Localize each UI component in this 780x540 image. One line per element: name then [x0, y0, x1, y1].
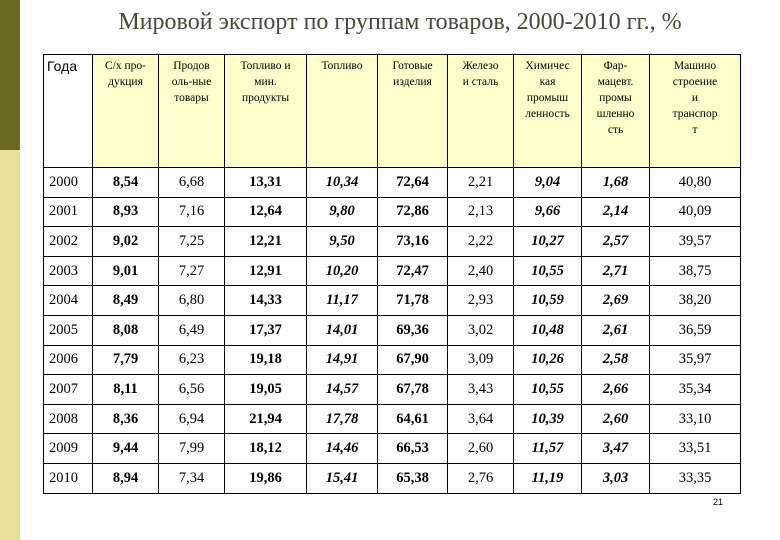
- table-cell: 67,78: [378, 375, 448, 405]
- header-cell-year: Года: [44, 55, 93, 168]
- table-cell: 72,64: [378, 168, 448, 198]
- table-row: [44, 434, 741, 464]
- page-number: 21: [713, 497, 724, 507]
- table-cell: 17,78: [307, 404, 378, 434]
- table-cell: 10,55: [514, 256, 582, 286]
- table-cell: 2,93: [448, 286, 514, 316]
- year-cell: 2003: [44, 256, 93, 286]
- table-cell: 3,64: [448, 404, 514, 434]
- table-cell: 66,53: [378, 434, 448, 464]
- table-cell: 9,80: [307, 197, 378, 227]
- table-cell: 19,86: [225, 463, 307, 493]
- table-header-row: [44, 55, 741, 168]
- table-cell: 6,94: [159, 404, 225, 434]
- table-row: [44, 315, 741, 345]
- table-cell: 6,80: [159, 286, 225, 316]
- accent-bar-top: [0, 0, 20, 150]
- table-cell: 2,21: [448, 168, 514, 198]
- table-cell: 40,09: [650, 197, 741, 227]
- table-cell: 10,27: [514, 227, 582, 257]
- table-cell: 7,16: [159, 197, 225, 227]
- table-cell: 6,56: [159, 375, 225, 405]
- table-cell: 11,17: [307, 286, 378, 316]
- table-cell: 35,34: [650, 375, 741, 405]
- table-cell: 14,33: [225, 286, 307, 316]
- table-cell: 8,93: [93, 197, 159, 227]
- table-cell: 2,22: [448, 227, 514, 257]
- year-cell: 2000: [44, 168, 93, 198]
- table-row: [44, 463, 741, 493]
- table-cell: 39,57: [650, 227, 741, 257]
- table-cell: 2,13: [448, 197, 514, 227]
- table-cell: 9,66: [514, 197, 582, 227]
- table-row: [44, 404, 741, 434]
- table-cell: 72,86: [378, 197, 448, 227]
- table-cell: 35,97: [650, 345, 741, 375]
- table-cell: 10,59: [514, 286, 582, 316]
- table-cell: 2,60: [448, 434, 514, 464]
- year-cell: 2009: [44, 434, 93, 464]
- table-cell: 65,38: [378, 463, 448, 493]
- table-cell: 2,71: [582, 256, 650, 286]
- table-cell: 15,41: [307, 463, 378, 493]
- table-cell: 17,37: [225, 315, 307, 345]
- table-cell: 2,58: [582, 345, 650, 375]
- table-row: [44, 227, 741, 257]
- table-cell: 6,49: [159, 315, 225, 345]
- table-row: [44, 197, 741, 227]
- table-cell: 3,09: [448, 345, 514, 375]
- table-cell: 33,51: [650, 434, 741, 464]
- table-cell: 19,18: [225, 345, 307, 375]
- table-cell: 9,02: [93, 227, 159, 257]
- year-cell: 2002: [44, 227, 93, 257]
- table-row: [44, 256, 741, 286]
- table-cell: 21,94: [225, 404, 307, 434]
- table-row: [44, 375, 741, 405]
- table-row: [44, 345, 741, 375]
- table-cell: 10,26: [514, 345, 582, 375]
- table-cell: 12,21: [225, 227, 307, 257]
- table-cell: 38,20: [650, 286, 741, 316]
- table-cell: 67,90: [378, 345, 448, 375]
- table-cell: 7,27: [159, 256, 225, 286]
- table-cell: 8,54: [93, 168, 159, 198]
- table-cell: 14,46: [307, 434, 378, 464]
- table-cell: 33,10: [650, 404, 741, 434]
- year-cell: 2010: [44, 463, 93, 493]
- table-cell: 8,49: [93, 286, 159, 316]
- table-cell: 6,68: [159, 168, 225, 198]
- table-cell: 2,61: [582, 315, 650, 345]
- table-cell: 3,47: [582, 434, 650, 464]
- accent-bar-bottom: [0, 150, 20, 540]
- table-cell: 9,01: [93, 256, 159, 286]
- year-cell: 2001: [44, 197, 93, 227]
- table-cell: 11,19: [514, 463, 582, 493]
- year-cell: 2004: [44, 286, 93, 316]
- table-cell: 14,57: [307, 375, 378, 405]
- table-cell: 6,23: [159, 345, 225, 375]
- table-cell: 7,79: [93, 345, 159, 375]
- header-cell-chemicals: Химичес кая промыш ленность: [514, 55, 582, 168]
- table-cell: 14,01: [307, 315, 378, 345]
- year-cell: 2007: [44, 375, 93, 405]
- slide-title: Мировой экспорт по группам товаров, 2000-2010 гг., %: [118, 9, 682, 35]
- table-row: [44, 286, 741, 316]
- header-cell-fuel: Топливо: [307, 55, 378, 168]
- table-cell: 2,66: [582, 375, 650, 405]
- table-cell: 7,25: [159, 227, 225, 257]
- table-cell: 71,78: [378, 286, 448, 316]
- table-cell: 8,94: [93, 463, 159, 493]
- table-cell: 69,36: [378, 315, 448, 345]
- header-cell-machinery: Машино строение и транспор т: [650, 55, 741, 168]
- table-cell: 12,64: [225, 197, 307, 227]
- table-row: [44, 168, 741, 198]
- table-cell: 10,48: [514, 315, 582, 345]
- table-cell: 7,34: [159, 463, 225, 493]
- table-cell: 9,50: [307, 227, 378, 257]
- table-cell: 8,36: [93, 404, 159, 434]
- header-cell-manufactures: Готовые изделия: [378, 55, 448, 168]
- table-cell: 2,14: [582, 197, 650, 227]
- table-cell: 1,68: [582, 168, 650, 198]
- table-cell: 10,55: [514, 375, 582, 405]
- table-cell: 8,08: [93, 315, 159, 345]
- table-cell: 2,40: [448, 256, 514, 286]
- table-cell: 8,11: [93, 375, 159, 405]
- header-cell-food: Продов оль-ные товары: [159, 55, 225, 168]
- table-cell: 40,80: [650, 168, 741, 198]
- table-cell: 2,69: [582, 286, 650, 316]
- table-cell: 9,04: [514, 168, 582, 198]
- year-cell: 2006: [44, 345, 93, 375]
- table-cell: 9,44: [93, 434, 159, 464]
- header-cell-fuel-minerals: Топливо и мин. продукты: [225, 55, 307, 168]
- table-cell: 13,31: [225, 168, 307, 198]
- export-table: [43, 54, 741, 494]
- header-cell-iron-steel: Железо и сталь: [448, 55, 514, 168]
- table-cell: 36,59: [650, 315, 741, 345]
- table-cell: 14,91: [307, 345, 378, 375]
- table-cell: 64,61: [378, 404, 448, 434]
- table-cell: 33,35: [650, 463, 741, 493]
- table-cell: 10,20: [307, 256, 378, 286]
- table-cell: 2,60: [582, 404, 650, 434]
- year-cell: 2005: [44, 315, 93, 345]
- table-cell: 10,39: [514, 404, 582, 434]
- table-cell: 38,75: [650, 256, 741, 286]
- table-cell: 7,99: [159, 434, 225, 464]
- table-cell: 3,02: [448, 315, 514, 345]
- table-cell: 2,57: [582, 227, 650, 257]
- table-body: [44, 168, 741, 494]
- table-cell: 73,16: [378, 227, 448, 257]
- table-cell: 18,12: [225, 434, 307, 464]
- header-cell-pharma: Фар- мацевт. промы шленно сть: [582, 55, 650, 168]
- year-cell: 2008: [44, 404, 93, 434]
- table-cell: 19,05: [225, 375, 307, 405]
- table-cell: 10,34: [307, 168, 378, 198]
- table-cell: 3,03: [582, 463, 650, 493]
- table-cell: 2,76: [448, 463, 514, 493]
- table-cell: 72,47: [378, 256, 448, 286]
- table-cell: 3,43: [448, 375, 514, 405]
- table-cell: 12,91: [225, 256, 307, 286]
- header-cell-agri: С/х про- дукция: [93, 55, 159, 168]
- table-cell: 11,57: [514, 434, 582, 464]
